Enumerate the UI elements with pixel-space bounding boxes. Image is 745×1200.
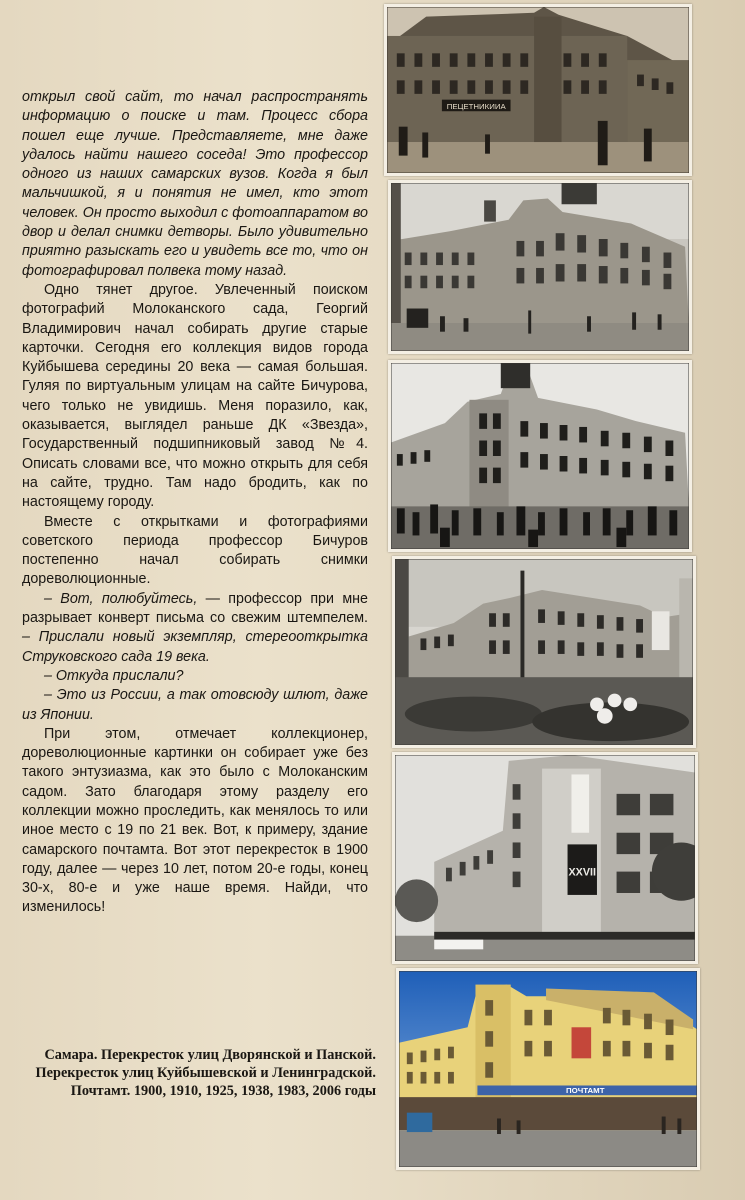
article-paragraph	[22, 667, 368, 686]
article-paragraph	[22, 513, 368, 590]
caption-line-1: Самара. Перекресток улиц Дворянской и Панской.	[44, 1047, 376, 1063]
photo-1910	[388, 180, 692, 354]
photo-caption	[18, 1046, 376, 1100]
photo-1900-image	[387, 7, 689, 173]
body-text: Одно тянет другое. Увлеченный поиском фотографий Молоканского сада, Георгий Владимирович начал собирать другие старые карточки. Сегодня его коллекция видов города Куйбышева середины 20 века — самая большая. Гуляя по виртуальным улицам на сайте Бичурова, чего только не увидишь. Меня поразило, как, оказывается, выглядел раньше ДК «Звезда», Государственный подшипниковый завод №4. Описать словами все, что можно открыть для себя на сайте, трудно. Там надо бродить, как по настоящему городу.	[22, 281, 368, 511]
quote-text: – Прислали новый экземпляр, стереооткрытка Струковского сада 19 века.	[22, 629, 368, 665]
photo-1925-image	[391, 363, 689, 549]
photo-2006-image	[399, 971, 697, 1167]
quote-text: Представляете, мне даже удалось найти нашего соседа! Это профессор одного из наших самарских вузов. Когда я был мальчишкой, я и понятия не имел, кто этот человек. Он просто выходил с фотоаппаратом во двор и делал снимки детворы. Было удивительно приятно разыскать его и увидеть все то, что он фотографировал полвека тому назад.	[22, 127, 368, 279]
photo-1983-banner-text: XXVII	[568, 866, 597, 879]
quote-text: – Это из России, а так отовсюду шлют, даже из Японии.	[22, 687, 368, 723]
article-paragraph	[22, 88, 368, 281]
photo-1900	[384, 4, 692, 176]
article-paragraph	[22, 281, 368, 513]
photo-1983	[392, 752, 698, 964]
body-text: При этом, отмечает коллекционер, дореволюционные картинки он собирает уже без такого энтузиазма, как это было с Молоканским садом. Зато благодаря этому разделу его коллекции можно проследить, как менялось то или иное место с 19 по 21 век. Вот, к примеру, здание самарского почтамта. Вот этот перекресток в 1900 году, далее — через 10 лет, потом 20-е годы, конец 30-х, 80-е и уже наше время. Найди, что изменилось!	[22, 725, 368, 916]
article-paragraph	[22, 725, 368, 918]
article-paragraph	[22, 590, 368, 667]
caption-line-3: Почтамт. 1900, 1910, 1925, 1938, 1983, 2006 годы	[70, 1083, 376, 1099]
body-text: Вместе с открытками и фотографиями советского периода профессор Бичуров постепенно начал собирать снимки дореволюционные.	[22, 513, 368, 588]
body-text: — профессор при мне разрывает конверт письма со свежим штемпелем.	[22, 590, 368, 627]
photo-1900-shop-sign: ПЕЦЕТНИКИИА	[446, 101, 506, 111]
article-body	[22, 88, 368, 918]
article-paragraph	[22, 686, 368, 725]
photo-2006-shop-sign: ПОЧТАМТ	[565, 1086, 605, 1096]
quote-text: – Вот, полюбуйтесь,	[44, 590, 206, 607]
photo-2006	[396, 968, 700, 1170]
photo-1938-image	[395, 559, 693, 745]
photo-1983-image	[395, 755, 695, 961]
quote-text: – Откуда прислали?	[44, 667, 184, 684]
quote-text: открыл свой сайт, то начал распространять информацию о поиске и там. Процесс сбора пошел еще лучше.	[22, 89, 368, 144]
caption-line-2: Перекресток улиц Куйбышевской и Ленинградской.	[35, 1065, 376, 1081]
photo-1925	[388, 360, 692, 552]
photo-1910-image	[391, 183, 689, 351]
photo-1938	[392, 556, 696, 748]
